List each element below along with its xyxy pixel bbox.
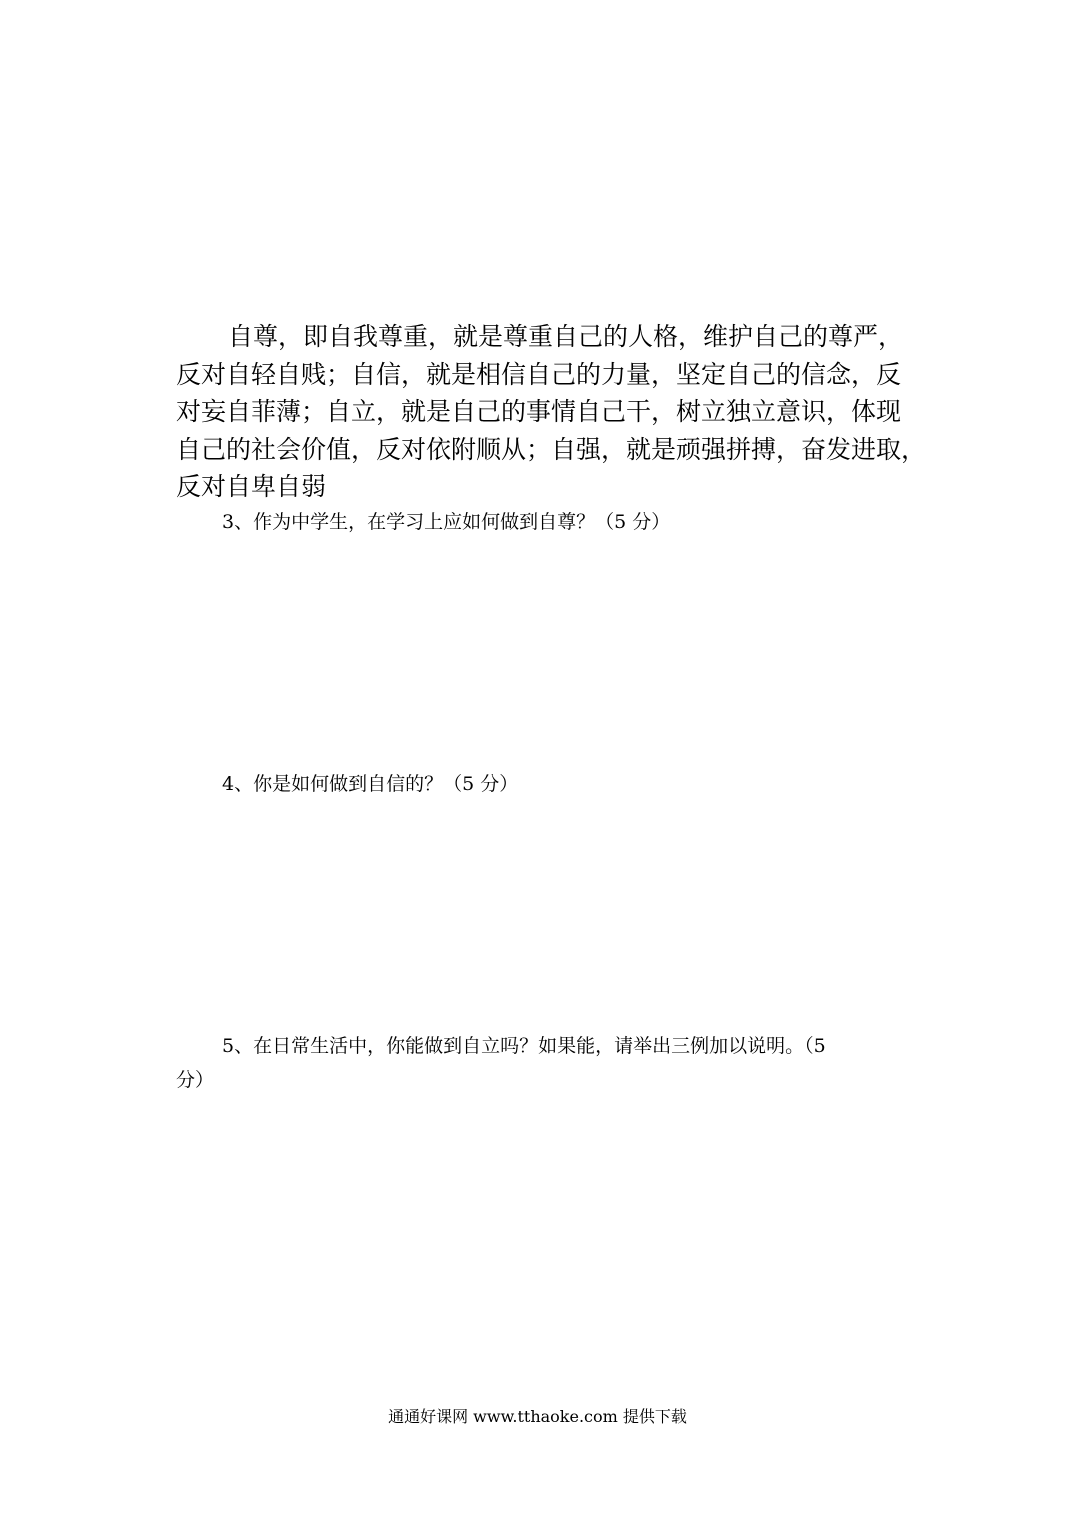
intro-line: 反对自卑自弱: [176, 472, 327, 501]
page-footer: 通通好课网 www.tthaoke.com 提供下载: [388, 1407, 687, 1426]
intro-paragraph: [176, 318, 927, 506]
question-5-continuation: 分）: [176, 1069, 215, 1091]
intro-line: 自己的社会价值，反对依附顺从；自强，就是顽强拼搏，奋发进取，: [176, 434, 927, 464]
intro-line: 对妄自菲薄；自立，就是自己的事情自己干，树立独立意识，体现: [176, 397, 902, 426]
intro-line: 自尊，即自我尊重，就是尊重自己的人格，维护自己的尊严，: [228, 322, 904, 351]
question-4: 4、你是如何做到自信的？（5 分）: [222, 773, 519, 795]
question-5: 5、在日常生活中，你能做到自立吗？如果能，请举出三例加以说明。（5: [222, 1035, 826, 1057]
intro-line: 反对自轻自贱；自信，就是相信自己的力量，坚定自己的信念，反: [176, 359, 902, 389]
question-3: 3、作为中学生，在学习上应如何做到自尊？（5 分）: [222, 511, 671, 533]
